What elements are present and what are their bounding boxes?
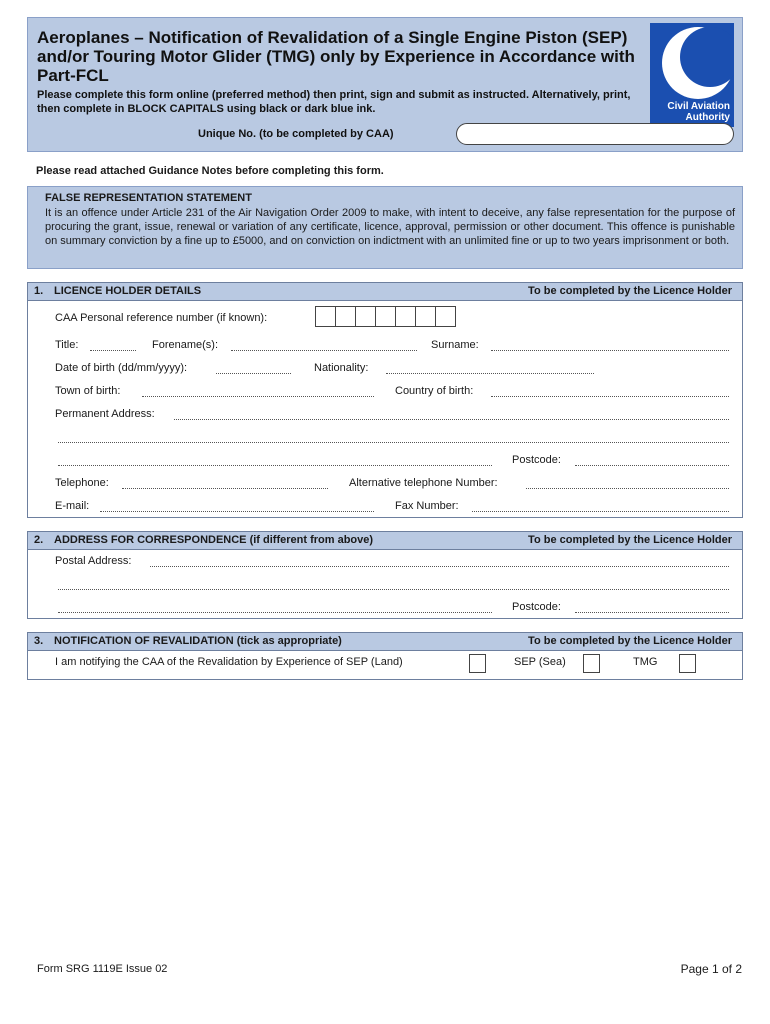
alt-telephone-label: Alternative telephone Number:: [349, 477, 498, 489]
postal-address-line-2[interactable]: [58, 589, 729, 590]
permanent-address-label: Permanent Address:: [55, 408, 155, 420]
postal-address-label: Postal Address:: [55, 555, 132, 567]
telephone-field[interactable]: [122, 488, 328, 489]
title-field[interactable]: [90, 350, 136, 351]
address-row-3: [28, 454, 742, 468]
section-title: NOTIFICATION OF REVALIDATION (tick as appropriate): [54, 635, 342, 647]
nationality-label: Nationality:: [314, 362, 369, 374]
caa-ref-digit[interactable]: [335, 306, 356, 327]
logo-text: Civil Aviation Authority: [667, 101, 730, 123]
name-row: [28, 339, 742, 353]
sep-sea-label: SEP (Sea): [514, 656, 566, 668]
section-note: To be completed by the Licence Holder: [528, 534, 732, 546]
section-note: To be completed by the Licence Holder: [528, 285, 732, 297]
false-representation-heading: FALSE REPRESENTATION STATEMENT: [45, 192, 252, 204]
town-of-birth-field[interactable]: [142, 396, 374, 397]
dob-label: Date of birth (dd/mm/yyyy):: [55, 362, 188, 374]
section-title: LICENCE HOLDER DETAILS: [54, 285, 202, 297]
caa-logo: [650, 23, 734, 127]
alt-telephone-field[interactable]: [526, 488, 729, 489]
caa-ref-digit[interactable]: [395, 306, 416, 327]
country-of-birth-label: Country of birth:: [395, 385, 474, 397]
dob-row: [28, 362, 742, 376]
section-number: 3.: [34, 635, 44, 647]
caa-ref-row: [28, 305, 742, 324]
postcode-field[interactable]: [575, 465, 729, 466]
title-label: Title:: [55, 339, 79, 351]
email-label: E-mail:: [55, 500, 90, 512]
permanent-address-line-2[interactable]: [58, 442, 729, 443]
section-header: [28, 283, 742, 301]
caa-ref-boxes: [316, 306, 456, 326]
section-header: [28, 633, 742, 651]
postcode-label: Postcode:: [512, 454, 561, 466]
birthplace-row: [28, 385, 742, 399]
sep-land-checkbox[interactable]: [469, 654, 486, 673]
section-note: To be completed by the Licence Holder: [528, 635, 732, 647]
nationality-field[interactable]: [386, 373, 594, 374]
country-of-birth-field[interactable]: [491, 396, 729, 397]
caa-ref-digit[interactable]: [415, 306, 436, 327]
dob-field[interactable]: [216, 373, 291, 374]
section-licence-holder: [27, 282, 743, 518]
form-header: [27, 17, 743, 152]
page-number: Page 1 of 2: [680, 962, 742, 976]
guidance-note: Please read attached Guidance Notes before completing this form.: [36, 165, 384, 177]
phone-row: [28, 477, 742, 491]
section-number: 1.: [34, 285, 44, 297]
permanent-address-line-3[interactable]: [58, 465, 492, 466]
caa-ref-digit[interactable]: [435, 306, 456, 327]
telephone-label: Telephone:: [55, 477, 109, 489]
section-notification: [27, 632, 743, 680]
fax-field[interactable]: [472, 511, 729, 512]
revalidation-statement: I am notifying the CAA of the Revalidation by Experience of SEP (Land): [55, 656, 403, 668]
email-row: [28, 500, 742, 514]
unique-no-field[interactable]: [456, 123, 734, 145]
forename-label: Forename(s):: [152, 339, 219, 351]
postcode-field[interactable]: [575, 612, 729, 613]
fax-label: Fax Number:: [395, 500, 459, 512]
forename-field[interactable]: [231, 350, 417, 351]
postal-address-field[interactable]: [150, 566, 729, 567]
form-title: Aeroplanes – Notification of Revalidation of a Single Engine Piston (SEP) and/or Touring Motor Glider (TMG) only by Experience in Accordance with Part-FCL: [37, 28, 635, 85]
form-id: Form SRG 1119E Issue 02: [37, 963, 168, 975]
postcode-label: Postcode:: [512, 601, 561, 613]
postal-row-3: [28, 601, 742, 615]
postal-row-2: [28, 578, 742, 592]
section-header: [28, 532, 742, 550]
tmg-label: TMG: [633, 656, 658, 668]
caa-ref-label: CAA Personal reference number (if known):: [55, 312, 268, 324]
false-representation-text: It is an offence under Article 231 of the Air Navigation Order 2009 to make, with intent to deceive, any false representation for the purpose of procuring the grant, issue, renewal or variation of any certificate, licence, approval, permission or other document. This offence is punishable on summary conviction by a fine up to £5000, and on conviction on indictment with an unlimited fine or up to two years imprisonment or both.: [45, 207, 735, 247]
address-row-2: [28, 431, 742, 445]
section-correspondence: [27, 531, 743, 619]
form-instructions: Please complete this form online (preferred method) then print, sign and submit as instructed. Alternatively, print, then complete in BLOCK CAPITALS using black or dark blue ink.: [37, 89, 631, 115]
caa-ref-digit[interactable]: [375, 306, 396, 327]
section-number: 2.: [34, 534, 44, 546]
sep-sea-checkbox[interactable]: [583, 654, 600, 673]
postal-row: [28, 555, 742, 569]
email-field[interactable]: [100, 511, 374, 512]
unique-no-label: Unique No. (to be completed by CAA): [198, 128, 394, 140]
postal-address-line-3[interactable]: [58, 612, 492, 613]
permanent-address-field[interactable]: [174, 419, 729, 420]
surname-field[interactable]: [491, 350, 729, 351]
surname-label: Surname:: [431, 339, 479, 351]
caa-ref-digit[interactable]: [315, 306, 336, 327]
address-row: [28, 408, 742, 422]
section-title: ADDRESS FOR CORRESPONDENCE (if different from above): [54, 534, 374, 546]
caa-ref-digit[interactable]: [355, 306, 376, 327]
tmg-checkbox[interactable]: [679, 654, 696, 673]
town-of-birth-label: Town of birth:: [55, 385, 121, 397]
false-representation-box: [27, 186, 743, 269]
